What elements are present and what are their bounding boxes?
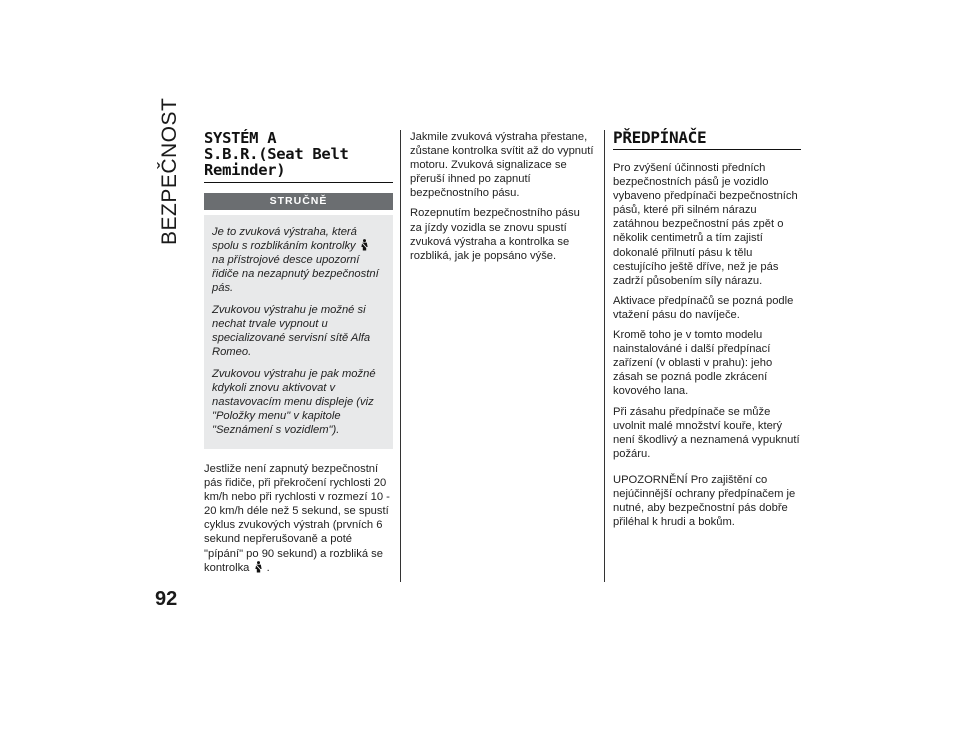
summary-paragraph: Zvukovou výstrahu je pak možné kdykoli znovu aktivovat v nastavovacím menu displeje (viz "Položky menu" v kapitole "Seznámení s vozidlem"). xyxy=(212,368,376,436)
summary-paragraph xyxy=(212,225,385,295)
body-text: Jestliže není zapnutý bezpečnostní pás řidiče, při překročení rychlosti 20 km/h nebo při rychlosti v rozmezí 10 - 20 km/h déle než 5 sekund, se spustí cyklus zvukových výstrah (prvních 6 sekund nepřerušovaně a poté "pípání" po 90 sekund) a rozbliká se kontrolka xyxy=(204,463,390,574)
body-paragraph: Při zásahu předpínače se může uvolnit malé množství kouře, který není škodlivý a neznamená vypuknutí požáru. xyxy=(613,405,800,460)
sbr-section xyxy=(204,130,393,581)
page-number: 92 xyxy=(155,588,178,610)
body-paragraph xyxy=(204,462,393,575)
body-paragraph: Aktivace předpínačů se pozná podle vtažení pásu do navíječe. xyxy=(613,294,794,321)
pretensioners-body xyxy=(613,161,801,529)
continued-body xyxy=(410,130,594,263)
pretensioners-section xyxy=(613,130,801,535)
chapter-side-label: BEZPEČNOST xyxy=(158,97,181,245)
summary-box xyxy=(204,215,393,449)
summary-text: Je to zvuková výstraha, která spolu s rozblikáním kontrolky xyxy=(212,226,357,252)
pretensioners-title: PŘEDPÍNAČE xyxy=(613,130,801,150)
summary-label: STRUČNĚ xyxy=(204,193,393,210)
seat-belt-warning-icon xyxy=(360,239,369,251)
warning-paragraph: UPOZORNĚNÍ Pro zajištění co nejúčinnější ochrany předpínačem je nutné, aby bezpečnostní pás dobře přiléhal k hrudi a bokům. xyxy=(613,473,796,529)
sbr-title xyxy=(204,130,393,183)
body-paragraph: Jakmile zvuková výstraha přestane, zůstane kontrolka svítit až do vypnutí motoru. Zvuková signalizace se přeruší ihned po zapnutí bezpečnostního pásu. xyxy=(410,131,594,200)
column-divider xyxy=(400,130,401,582)
sbr-title-line: S.B.R.(Seat Belt xyxy=(204,145,349,163)
body-text: . xyxy=(266,561,270,574)
sbr-title-line: SYSTÉM A xyxy=(204,129,277,147)
summary-paragraph: Zvukovou výstrahu je možné si nechat trvale vypnout u specializované servisní sítě Alfa Romeo. xyxy=(212,304,371,358)
summary-text: na přístrojové desce upozorní řidiče na nezapnutý bezpečnostní pás. xyxy=(212,254,379,294)
sbr-continued xyxy=(410,130,594,269)
seat-belt-warning-icon xyxy=(254,561,263,573)
body-paragraph: Rozepnutím bezpečnostního pásu za jízdy vozidla se znovu spustí zvuková výstraha a kontrolka se rozbliká, jak je popsáno výše. xyxy=(410,207,580,262)
sbr-body xyxy=(204,462,393,575)
body-paragraph: Pro zvýšení účinnosti předních bezpečnostních pásů je vozidlo vybaveno předpínači bezpečnostních pásů, které při silném nárazu zatáhnou bezpečnostní pás zpět o několik centimetrů a tím zajistí dokonalé přilnutí pásu k tělu cestujícího ještě dříve, než je pás zadrží působením síly nárazu. xyxy=(613,162,798,287)
sbr-title-line: Reminder) xyxy=(204,161,286,179)
column-divider xyxy=(604,130,605,582)
body-paragraph: Kromě toho je v tomto modelu nainstalováné i další předpínací zařízení (v oblasti v prahu): jeho zásah se pozná podle zkrácení kovového lana. xyxy=(613,329,773,398)
